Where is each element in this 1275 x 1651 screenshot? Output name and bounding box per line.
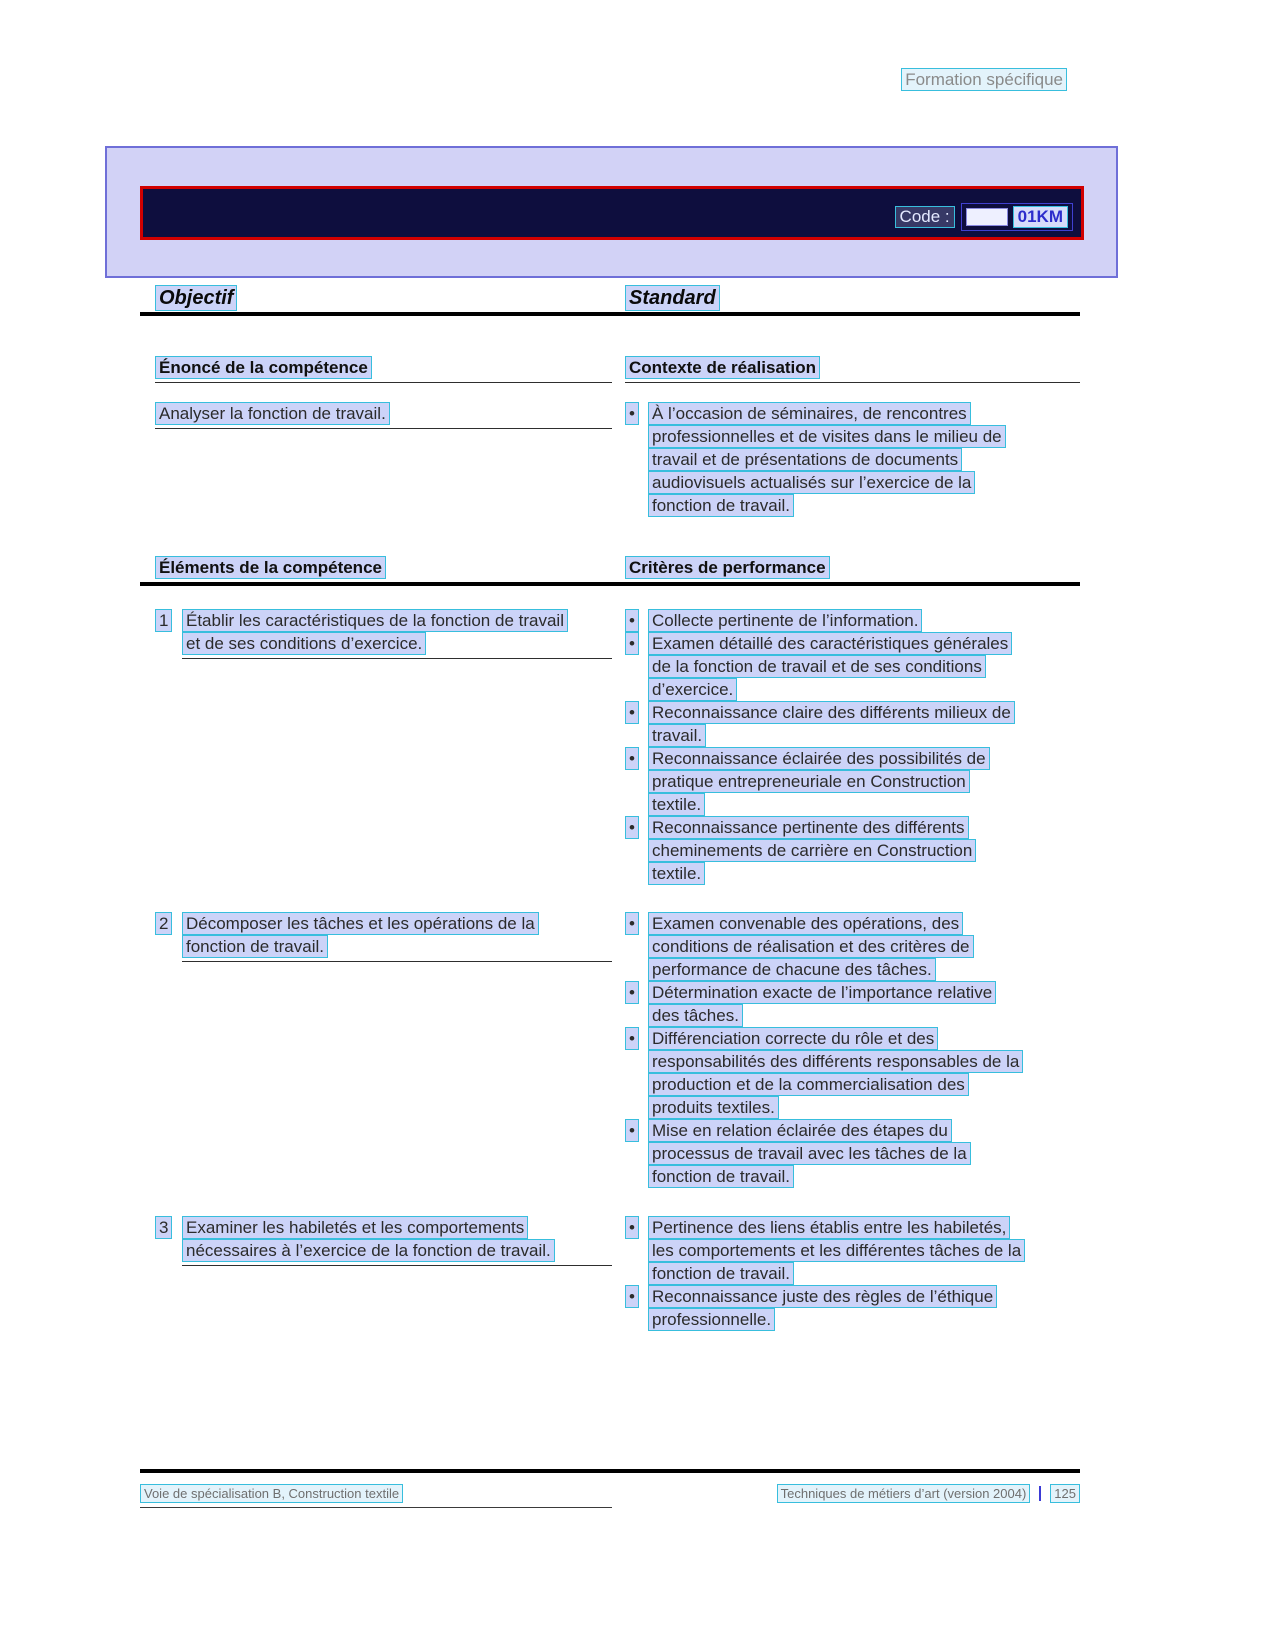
code-box [961, 203, 1073, 231]
element-1-cell [140, 609, 625, 659]
objectif-heading: Objectif [155, 285, 237, 311]
bullet-icon: • [625, 701, 648, 747]
code-blank-field [966, 208, 1008, 226]
criteria-2-cell [625, 912, 1080, 1188]
criterion-text: Détermination exacte de l’importance relative des tâches. [648, 981, 996, 1027]
title-banner-inner [140, 186, 1084, 240]
bullet-icon: • [625, 747, 648, 816]
running-header-label: Formation spécifique [901, 68, 1067, 91]
criterion-text: Reconnaissance juste des règles de l’éthique professionnelle. [648, 1285, 997, 1331]
criteres-header: Critères de performance [625, 556, 830, 579]
code-group [895, 203, 1073, 231]
criterion-text: Reconnaissance claire des différents milieux de travail. [648, 701, 1015, 747]
bullet-icon: • [625, 981, 648, 1027]
competence-content-row [140, 402, 1080, 517]
element-1-number: 1 [155, 609, 182, 659]
criterion [625, 632, 1080, 701]
context-text: À l’occasion de séminaires, de rencontres professionnelles et de visites dans le milieu de travail et de présentations de documents audiovisuels actualisés sur l’exercice de la fonction de travail. [648, 402, 1006, 517]
bullet-icon: • [625, 609, 648, 632]
criterion-text: Collecte pertinente de l’information. [648, 609, 922, 632]
criterion [625, 816, 1080, 885]
context-cell [625, 402, 1080, 517]
bullet-icon: • [625, 632, 648, 701]
code-label: Code : [895, 206, 955, 228]
criterion [625, 701, 1080, 747]
bullet-icon: • [625, 1119, 648, 1188]
element-3-number: 3 [155, 1216, 182, 1266]
divider-top [140, 312, 1080, 316]
competence-statement: Analyser la fonction de travail. [155, 402, 390, 425]
criterion [625, 1119, 1080, 1188]
page-number-separator [1039, 1486, 1041, 1501]
bullet-icon: • [625, 1027, 648, 1119]
footer-right-group [777, 1484, 1080, 1503]
criterion-text: Pertinence des liens établis entre les habiletés, les comportements et les différentes tâches de la fonction de travail. [648, 1216, 1025, 1285]
bullet-icon: • [625, 1216, 648, 1285]
standard-heading: Standard [625, 285, 720, 311]
footer-left-text: Voie de spécialisation B, Construction textile [140, 1484, 403, 1503]
criteria-3-cell [625, 1216, 1080, 1331]
divider-footer [140, 1469, 1080, 1473]
divider-elements [140, 582, 1080, 586]
bullet-icon: • [625, 912, 648, 981]
element-3-cell [140, 1216, 625, 1266]
criterion [625, 1216, 1080, 1285]
criterion-text: Examen convenable des opérations, des conditions de réalisation et des critères de performance de chacune des tâches. [648, 912, 974, 981]
standard-head-cell [625, 287, 1080, 310]
title-banner [105, 146, 1118, 278]
page-number: 125 [1050, 1484, 1080, 1503]
element-row-2 [140, 912, 1080, 1188]
statement-cell [140, 402, 625, 429]
criterion [625, 981, 1080, 1027]
criterion [625, 912, 1080, 981]
criterion [625, 609, 1080, 632]
criteria-1-cell [625, 609, 1080, 885]
element-row-1 [140, 609, 1080, 885]
competence-header-row [140, 356, 1080, 383]
criterion [625, 1285, 1080, 1331]
enonce-header: Énoncé de la compétence [155, 356, 372, 379]
footer [140, 1484, 1080, 1503]
criteres-header-cell [625, 556, 1080, 579]
criterion [625, 1027, 1080, 1119]
criterion-text: Reconnaissance éclairée des possibilités de pratique entrepreneuriale en Construction textile. [648, 747, 990, 816]
objectif-head-cell [140, 287, 625, 310]
code-value: 01KM [1013, 206, 1068, 228]
criterion [625, 747, 1080, 816]
context-bullet [625, 402, 1080, 517]
footer-right-text: Techniques de métiers d’art (version 2004) [777, 1484, 1031, 1503]
elements-header-cell [140, 556, 625, 579]
elements-header: Éléments de la compétence [155, 556, 386, 579]
competence-table [140, 356, 1080, 1331]
bullet-icon: • [625, 402, 648, 517]
element-3-text: Examiner les habiletés et les comportements nécessaires à l’exercice de la fonction de travail. [182, 1216, 555, 1262]
element-2-text: Décomposer les tâches et les opérations de la fonction de travail. [182, 912, 539, 958]
footer-thin-rule [140, 1507, 612, 1508]
criterion-text: Différenciation correcte du rôle et des responsabilités des différents responsables de la production et de la commercialisation des produits textiles. [648, 1027, 1023, 1119]
contexte-header: Contexte de réalisation [625, 356, 820, 379]
column-heads [140, 287, 1080, 310]
criterion-text: Mise en relation éclairée des étapes du processus de travail avec les tâches de la fonction de travail. [648, 1119, 971, 1188]
bullet-icon: • [625, 816, 648, 885]
elements-header-row [140, 556, 1080, 579]
criterion-text: Examen détaillé des caractéristiques générales de la fonction de travail et de ses conditions d’exercice. [648, 632, 1012, 701]
element-2-number: 2 [155, 912, 182, 962]
element-row-3 [140, 1216, 1080, 1331]
contexte-header-cell [625, 356, 1080, 383]
running-header [901, 70, 1067, 90]
criterion-text: Reconnaissance pertinente des différents cheminements de carrière en Construction textile. [648, 816, 976, 885]
element-2-cell [140, 912, 625, 962]
enonce-header-cell [140, 356, 625, 383]
bullet-icon: • [625, 1285, 648, 1331]
element-1-text: Établir les caractéristiques de la fonction de travail et de ses conditions d’exercice. [182, 609, 568, 655]
